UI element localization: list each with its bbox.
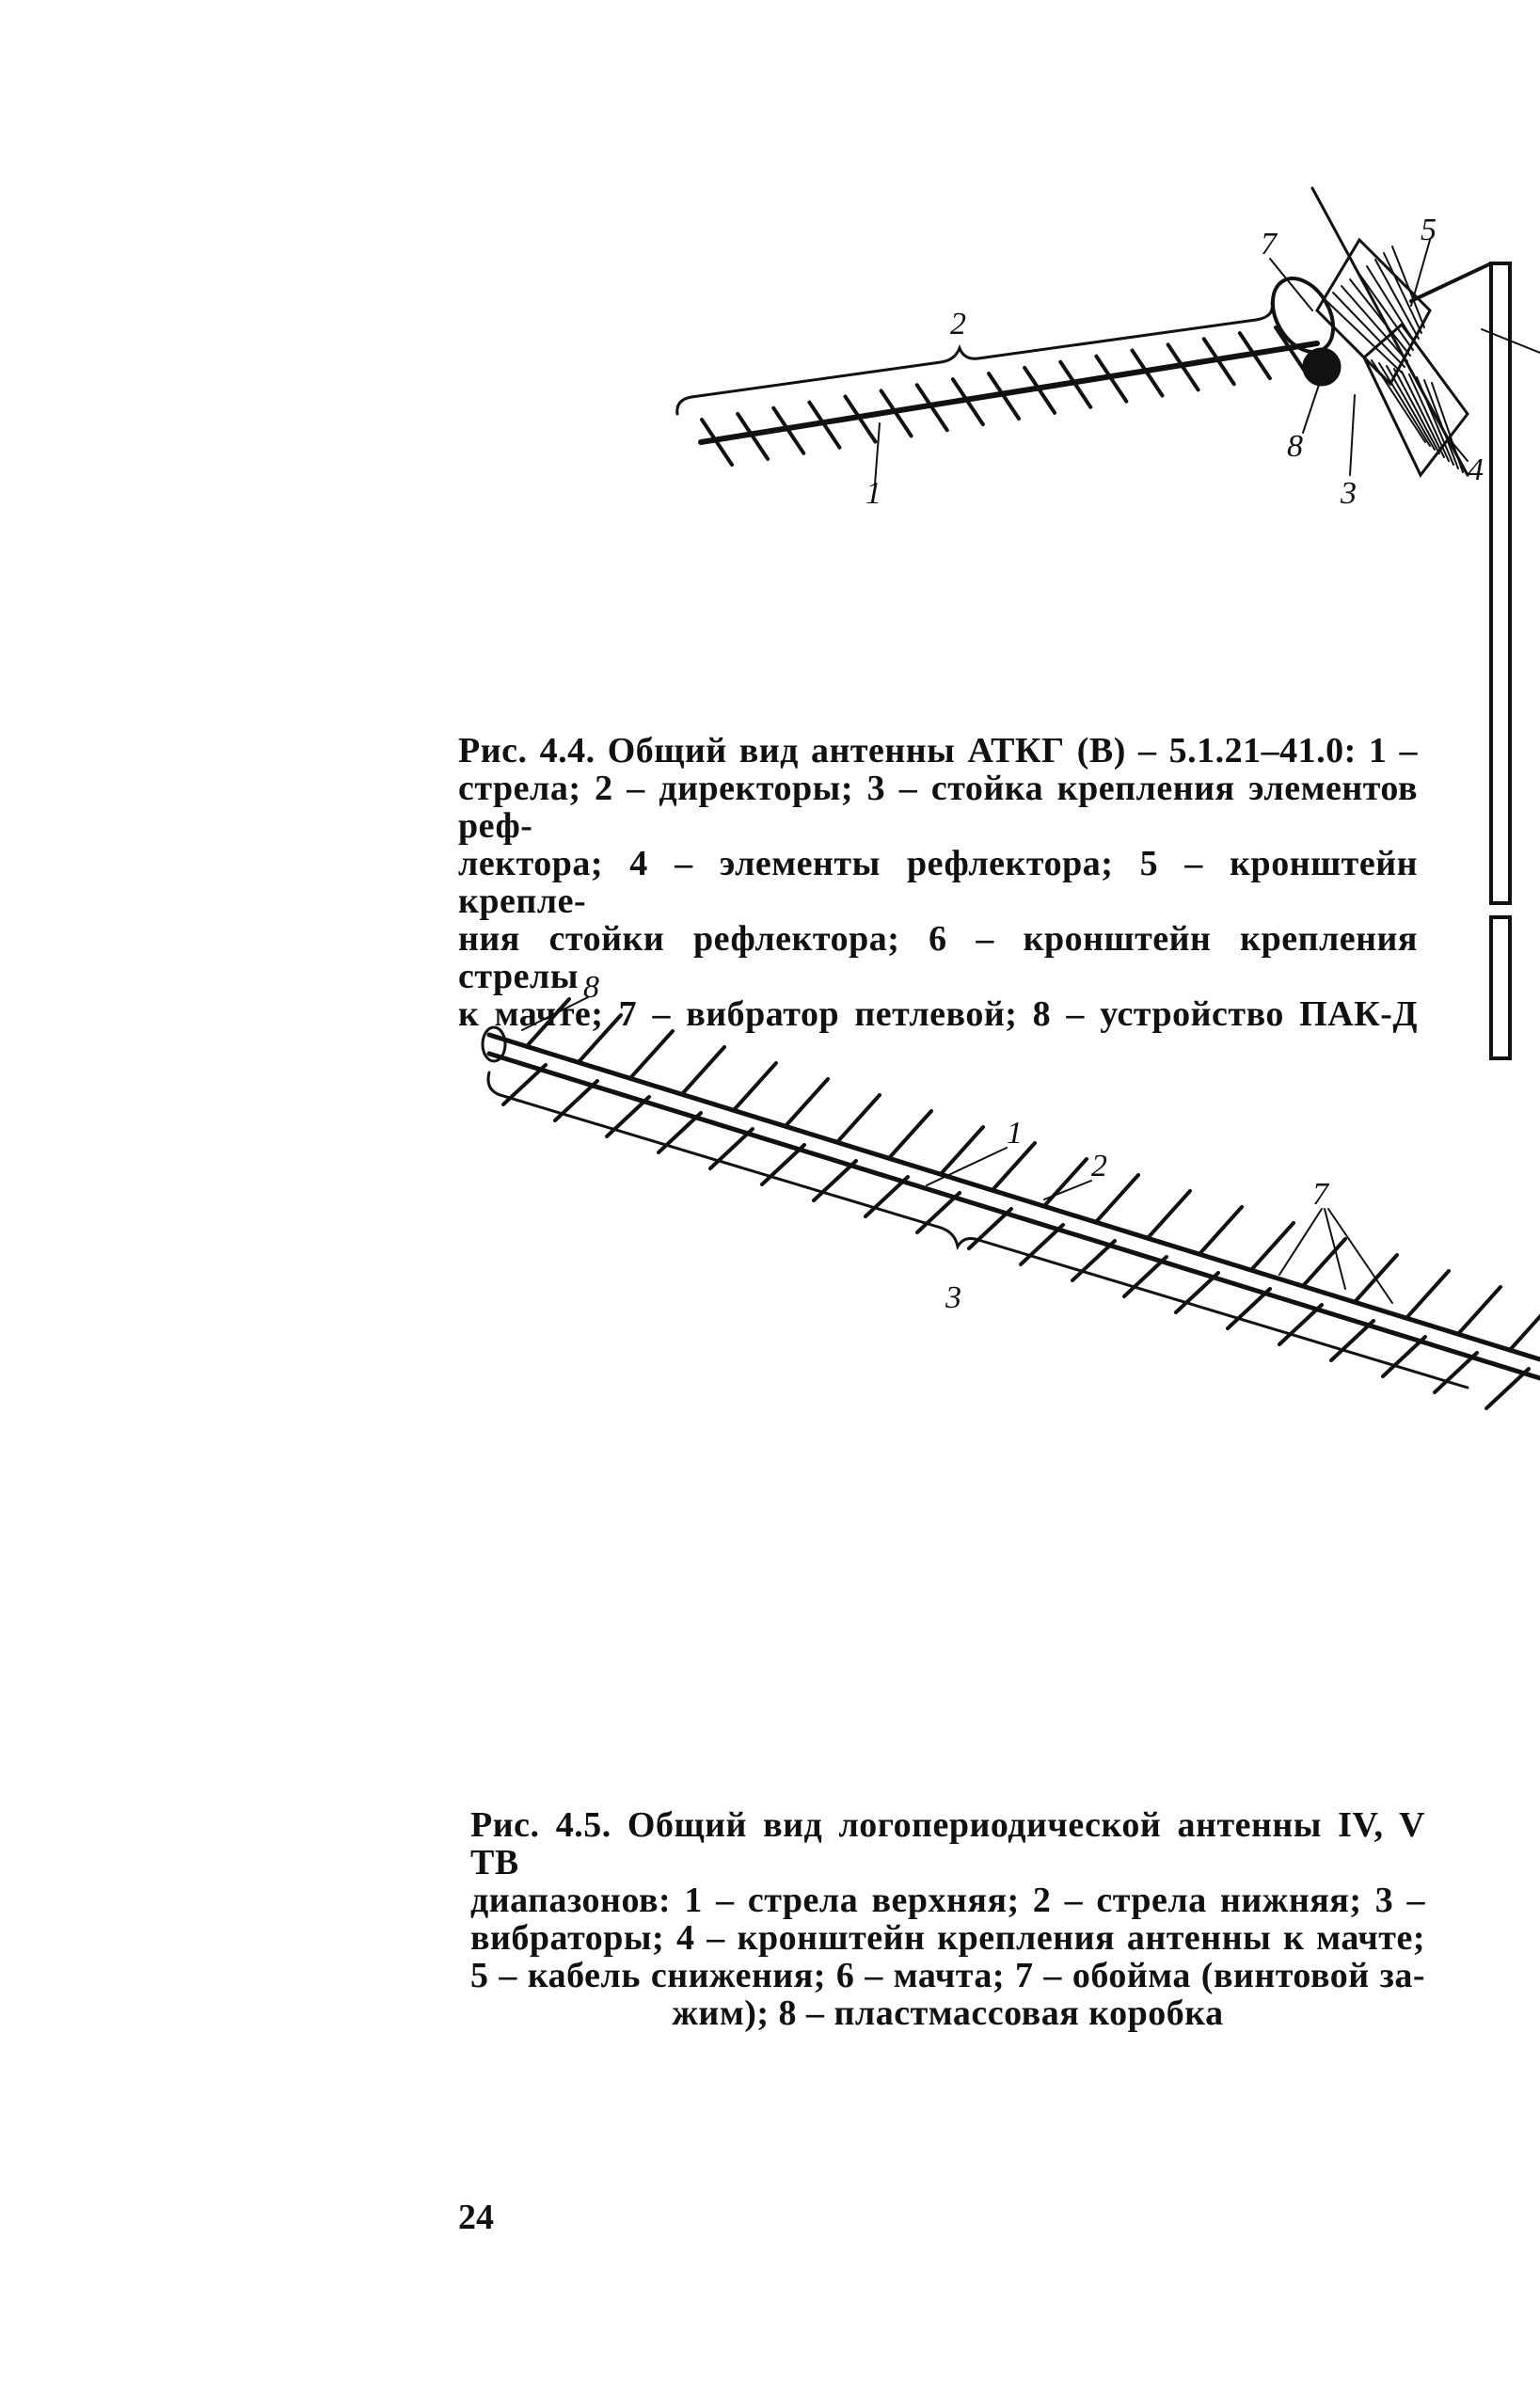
vibrator-element [1486, 1369, 1529, 1408]
leader-8b [522, 997, 588, 1030]
leader-2b [1044, 1181, 1091, 1199]
label-1: 1 [865, 476, 881, 511]
vibrators-brace [488, 1072, 1468, 1388]
vibrator-element [527, 999, 569, 1046]
caption-line: вибраторы; 4 – кронштейн крепления антенны к мачте; [470, 1918, 1425, 1958]
caption-line: Рис. 4.5. Общий вид логопериодической антенны IV, V ТВ [470, 1805, 1425, 1882]
vibrator-element [1199, 1207, 1242, 1254]
leader-7b [1325, 1209, 1345, 1289]
label-2b: 2 [1091, 1149, 1107, 1183]
vibrator-element [1383, 1337, 1425, 1376]
vibrator-element [659, 1113, 701, 1152]
leader-7a [1279, 1209, 1322, 1275]
leader-8 [1303, 376, 1322, 433]
figure-4-5-caption [470, 1806, 1425, 2032]
caption-line: к мачте; 7 – вибратор петлевой; 8 – устройство ПАК-Д [458, 994, 1418, 1034]
vibrator-element [579, 1015, 621, 1062]
label-8b: 8 [583, 970, 599, 1005]
label-1b: 1 [1007, 1116, 1023, 1151]
caption-line: ния стойки рефлектора; 6 – кронштейн крепления стрелы [458, 919, 1418, 996]
mast [1491, 263, 1510, 903]
caption-line: диапазонов: 1 – стрела верхняя; 2 – стрела нижняя; 3 – [470, 1881, 1425, 1920]
vibrator-element [1406, 1271, 1449, 1318]
page-number: 24 [458, 2198, 494, 2237]
label-7: 7 [1261, 227, 1277, 262]
label-3b: 3 [945, 1280, 961, 1315]
label-7b: 7 [1312, 1177, 1328, 1212]
pak-d-device [1303, 348, 1341, 386]
leader-3 [1350, 395, 1355, 475]
vibrator-element [1148, 1191, 1190, 1238]
vibrator-element [786, 1079, 828, 1126]
vibrator-element [1510, 1303, 1540, 1350]
caption-line: лектора; 4 – элементы рефлектора; 5 – кронштейн крепле- [458, 844, 1418, 921]
vibrator-element [941, 1127, 983, 1174]
label-2: 2 [950, 307, 966, 341]
vibrator-element [762, 1145, 804, 1184]
vibrator-element [710, 1129, 753, 1168]
vibrator-element [630, 1031, 673, 1078]
caption-line: 5 – кабель снижения; 6 – мачта; 7 – обойма (винтовой за- [470, 1956, 1425, 1995]
vibrator-element [682, 1047, 724, 1094]
vibrator-element [1435, 1353, 1477, 1392]
vibrator-element [889, 1111, 931, 1158]
vibrator-element [837, 1095, 880, 1142]
reflector-hatch [1409, 374, 1449, 461]
caption-line: жим); 8 – пластмассовая коробка [672, 1993, 1224, 2033]
reflector-hatch [1384, 253, 1421, 333]
label-4: 4 [1468, 453, 1484, 487]
label-5: 5 [1421, 213, 1437, 247]
label-8: 8 [1287, 429, 1303, 464]
figure-4-5-antenna-drawing [0, 960, 1540, 1543]
vibrator-element [1458, 1287, 1500, 1334]
caption-line: Рис. 4.4. Общий вид антенны АТКГ (В) – 5.1.21–41.0: 1 – [458, 731, 1418, 770]
upper-boom-line [489, 1035, 1540, 1359]
caption-line: стрела; 2 – директоры; 3 – стойка крепления элементов реф- [458, 769, 1418, 846]
leader-7c [1328, 1209, 1392, 1303]
vibrator-element [734, 1063, 776, 1110]
label-3: 3 [1341, 476, 1357, 511]
vibrator-element [1044, 1159, 1087, 1206]
lower-boom-line [489, 1054, 1540, 1378]
leader-1b [927, 1148, 1007, 1185]
boom-line [701, 343, 1317, 442]
vibrator-element [1331, 1321, 1373, 1360]
